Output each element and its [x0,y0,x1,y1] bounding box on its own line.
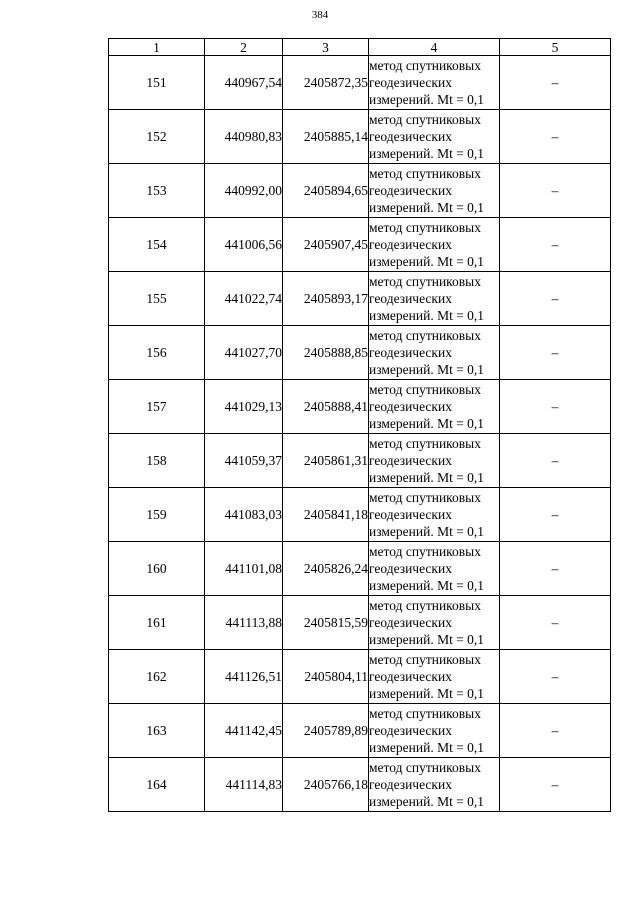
method-cell [369,380,500,434]
method-cell [369,434,500,488]
note-cell: – [500,218,611,272]
point-number-cell: 155 [109,272,205,326]
method-line: измерений. Mt = 0,1 [369,578,485,593]
table-row [109,380,611,434]
point-number-cell: 156 [109,326,205,380]
table-row [109,218,611,272]
method-line: метод спутниковых [369,544,481,559]
x-coordinate-cell: 441101,08 [205,542,283,596]
method-cell [369,704,500,758]
method-cell [369,596,500,650]
point-number-cell: 161 [109,596,205,650]
x-coordinate-cell: 441142,45 [205,704,283,758]
method-cell [369,110,500,164]
column-header-1: 1 [109,39,205,56]
note-cell: – [500,272,611,326]
method-line: метод спутниковых [369,598,481,613]
x-coordinate-cell: 440967,54 [205,56,283,110]
y-coordinate-cell: 2405841,18 [283,488,369,542]
note-cell: – [500,542,611,596]
y-coordinate-cell: 2405888,85 [283,326,369,380]
method-line: геодезических [369,507,452,522]
method-line: метод спутниковых [369,652,481,667]
method-line: измерений. Mt = 0,1 [369,524,485,539]
point-number-cell: 164 [109,758,205,812]
x-coordinate-cell: 440980,83 [205,110,283,164]
method-line: измерений. Mt = 0,1 [369,632,485,647]
x-coordinate-cell: 441006,56 [205,218,283,272]
method-line: геодезических [369,723,452,738]
method-line: метод спутниковых [369,328,481,343]
method-line: метод спутниковых [369,166,481,181]
table-row [109,758,611,812]
column-header-4: 4 [369,39,500,56]
x-coordinate-cell: 441083,03 [205,488,283,542]
method-line: геодезических [369,237,452,252]
note-cell: – [500,326,611,380]
x-coordinate-cell: 441027,70 [205,326,283,380]
method-line: метод спутниковых [369,760,481,775]
method-cell [369,326,500,380]
point-number-cell: 152 [109,110,205,164]
table-row [109,110,611,164]
method-line: измерений. Mt = 0,1 [369,308,485,323]
y-coordinate-cell: 2405804,11 [283,650,369,704]
y-coordinate-cell: 2405888,41 [283,380,369,434]
y-coordinate-cell: 2405893,17 [283,272,369,326]
method-line: геодезических [369,345,452,360]
point-number-cell: 158 [109,434,205,488]
table-row [109,56,611,110]
note-cell: – [500,704,611,758]
note-cell: – [500,434,611,488]
method-cell [369,218,500,272]
y-coordinate-cell: 2405907,45 [283,218,369,272]
note-cell: – [500,110,611,164]
x-coordinate-cell: 440992,00 [205,164,283,218]
method-line: метод спутниковых [369,58,481,73]
point-number-cell: 151 [109,56,205,110]
method-line: геодезических [369,399,452,414]
y-coordinate-cell: 2405861,31 [283,434,369,488]
method-line: метод спутниковых [369,220,481,235]
method-line: измерений. Mt = 0,1 [369,686,485,701]
table-row [109,650,611,704]
method-line: геодезических [369,561,452,576]
method-line: измерений. Mt = 0,1 [369,200,485,215]
point-number-cell: 162 [109,650,205,704]
method-line: метод спутниковых [369,382,481,397]
note-cell: – [500,596,611,650]
method-cell [369,488,500,542]
method-cell [369,758,500,812]
note-cell: – [500,380,611,434]
y-coordinate-cell: 2405789,89 [283,704,369,758]
method-line: геодезических [369,75,452,90]
method-line: метод спутниковых [369,274,481,289]
table-row [109,272,611,326]
x-coordinate-cell: 441114,83 [205,758,283,812]
page-number: 384 [311,9,329,21]
method-line: геодезических [369,777,452,792]
x-coordinate-cell: 441126,51 [205,650,283,704]
x-coordinate-cell: 441022,74 [205,272,283,326]
method-cell [369,56,500,110]
table-row [109,704,611,758]
point-number-cell: 153 [109,164,205,218]
y-coordinate-cell: 2405766,18 [283,758,369,812]
table-row [109,542,611,596]
y-coordinate-cell: 2405826,24 [283,542,369,596]
method-line: метод спутниковых [369,706,481,721]
method-line: геодезических [369,291,452,306]
method-cell [369,542,500,596]
table-row [109,164,611,218]
method-line: геодезических [369,615,452,630]
point-number-cell: 160 [109,542,205,596]
column-header-5: 5 [500,39,611,56]
method-line: геодезических [369,183,452,198]
table-row [109,488,611,542]
point-number-cell: 163 [109,704,205,758]
x-coordinate-cell: 441059,37 [205,434,283,488]
y-coordinate-cell: 2405894,65 [283,164,369,218]
method-cell [369,650,500,704]
column-header-2: 2 [205,39,283,56]
method-line: метод спутниковых [369,112,481,127]
y-coordinate-cell: 2405885,14 [283,110,369,164]
method-line: геодезических [369,453,452,468]
table-row [109,326,611,380]
column-header-3: 3 [283,39,369,56]
method-line: измерений. Mt = 0,1 [369,362,485,377]
point-number-cell: 159 [109,488,205,542]
method-line: измерений. Mt = 0,1 [369,92,485,107]
coordinates-table [108,38,611,812]
method-line: геодезических [369,129,452,144]
y-coordinate-cell: 2405815,59 [283,596,369,650]
note-cell: – [500,56,611,110]
method-line: измерений. Mt = 0,1 [369,416,485,431]
point-number-cell: 154 [109,218,205,272]
method-line: измерений. Mt = 0,1 [369,740,485,755]
note-cell: – [500,488,611,542]
x-coordinate-cell: 441029,13 [205,380,283,434]
method-line: метод спутниковых [369,436,481,451]
table-row [109,434,611,488]
method-line: измерений. Mt = 0,1 [369,146,485,161]
method-line: измерений. Mt = 0,1 [369,254,485,269]
header-row [109,39,611,56]
note-cell: – [500,164,611,218]
method-cell [369,272,500,326]
note-cell: – [500,650,611,704]
method-line: измерений. Mt = 0,1 [369,470,485,485]
method-line: измерений. Mt = 0,1 [369,794,485,809]
table-row [109,596,611,650]
method-line: геодезических [369,669,452,684]
y-coordinate-cell: 2405872,35 [283,56,369,110]
x-coordinate-cell: 441113,88 [205,596,283,650]
method-line: метод спутниковых [369,490,481,505]
point-number-cell: 157 [109,380,205,434]
note-cell: – [500,758,611,812]
method-cell [369,164,500,218]
